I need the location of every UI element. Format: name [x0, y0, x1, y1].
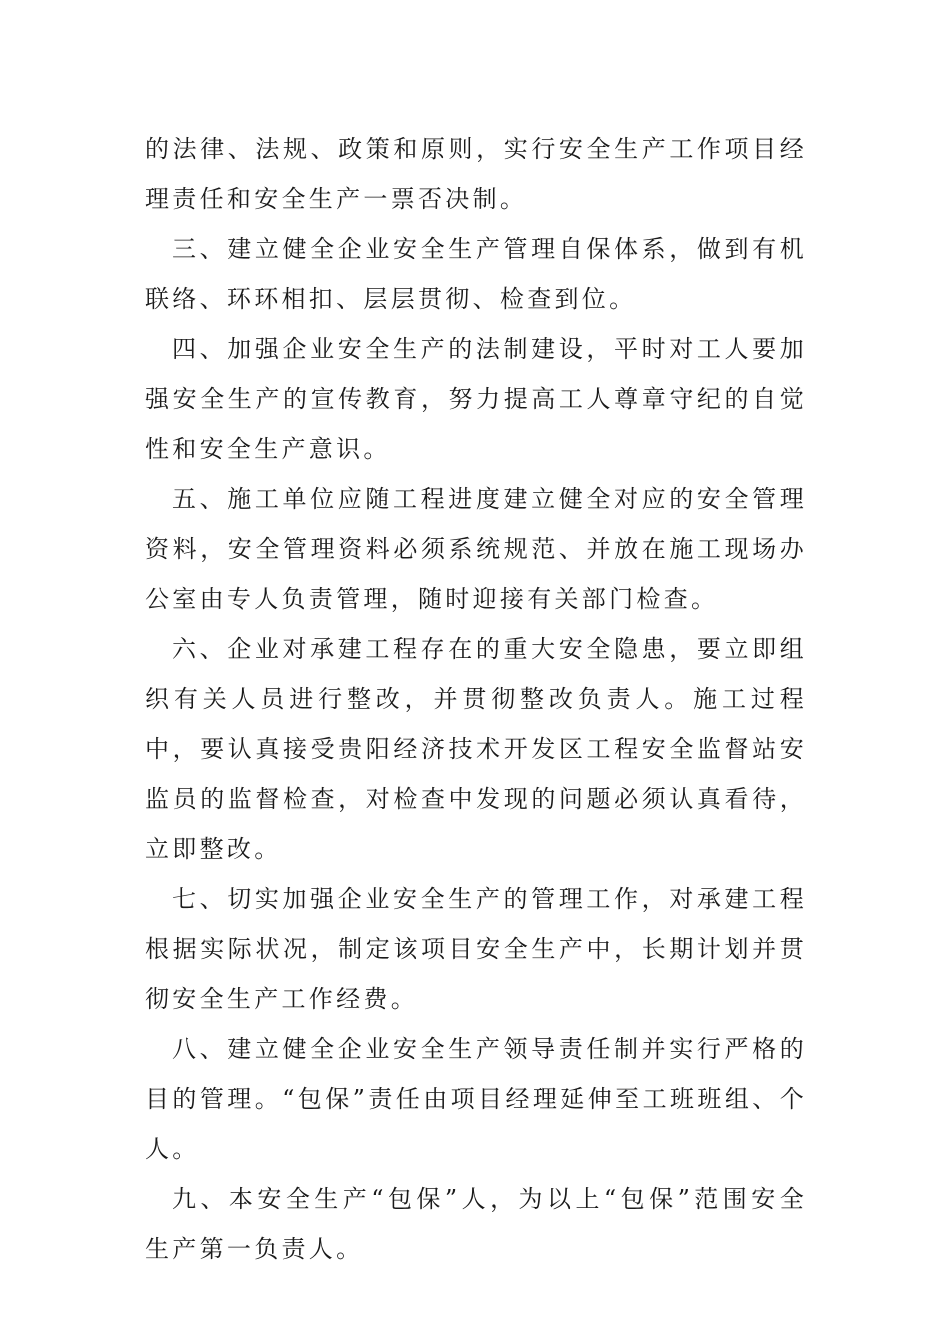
document-page	[145, 124, 807, 1274]
paragraph-item-3: 三、建立健全企业安全生产管理自保体系，做到有机联络、环环相扣、层层贯彻、检查到位。	[145, 235, 807, 313]
paragraph-item-9: 九、本安全生产“包保”人，为以上“包保”范围安全生产第一负责人。	[145, 1185, 807, 1263]
paragraph-item-5: 五、施工单位应随工程进度建立健全对应的安全管理资料，安全管理资料必须系统规范、并放在施工现场办公室由专人负责管理，随时迎接有关部门检查。	[145, 485, 807, 613]
paragraph-item-4: 四、加强企业安全生产的法制建设，平时对工人要加强安全生产的宣传教育，努力提高工人尊章守纪的自觉性和安全生产意识。	[145, 335, 807, 463]
paragraph-item-8: 八、建立健全企业安全生产领导责任制并实行严格的目的管理。“包保”责任由项目经理延伸至工班班组、个人。	[145, 1035, 807, 1163]
paragraph-continuation: 的法律、法规、政策和原则，实行安全生产工作项目经理责任和安全生产一票否决制。	[145, 135, 807, 213]
paragraph-item-6: 六、企业对承建工程存在的重大安全隐患，要立即组织有关人员进行整改，并贯彻整改负责人。施工过程中，要认真接受贵阳经济技术开发区工程安全监督站安监员的监督检查，对检查中发现的问题必须认真看待，立即整改。	[145, 635, 807, 863]
paragraph-item-7: 七、切实加强企业安全生产的管理工作，对承建工程根据实际状况，制定该项目安全生产中，长期计划并贯彻安全生产工作经费。	[145, 885, 807, 1013]
